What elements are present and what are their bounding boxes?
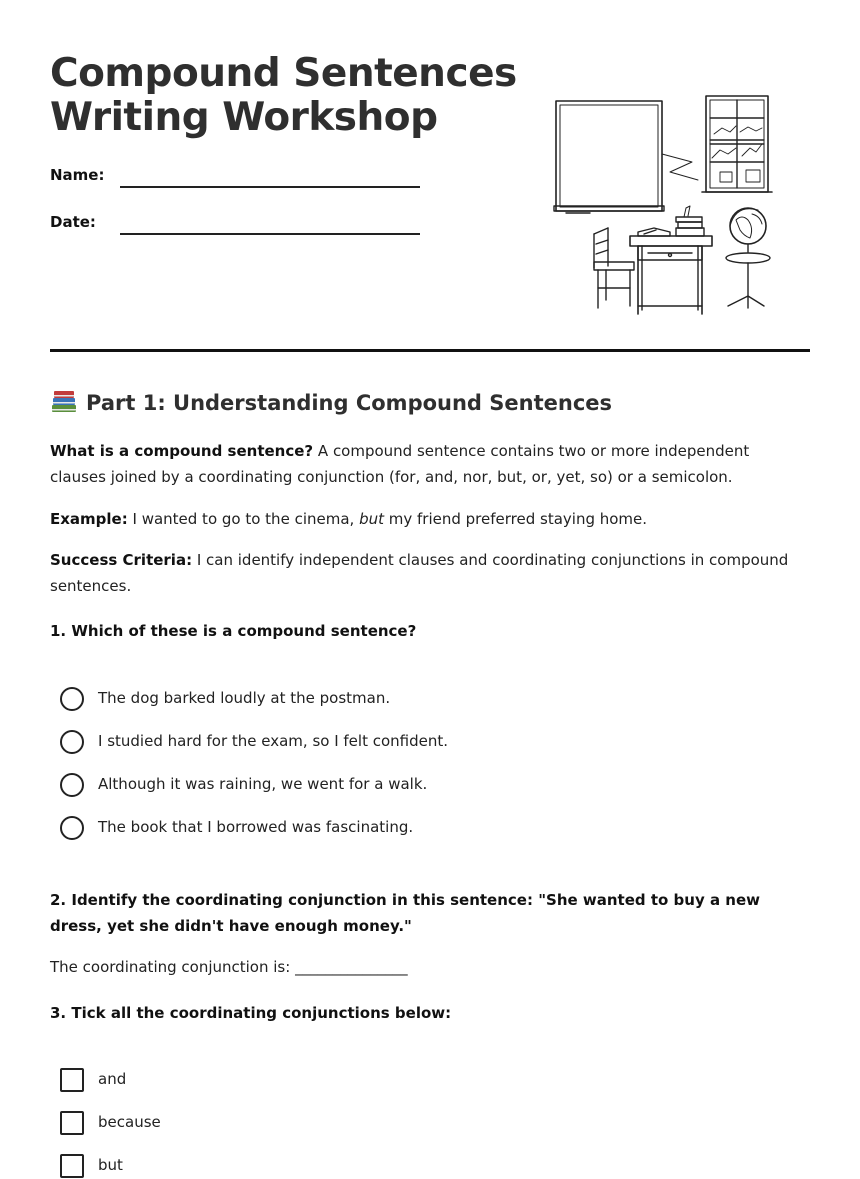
q1-option[interactable] [60, 686, 760, 712]
q1-option-label: The dog barked loudly at the postman. [98, 689, 391, 707]
q3-option-label: but [98, 1156, 123, 1174]
name-label: Name: [50, 166, 105, 184]
page-title [50, 52, 520, 140]
checkbox[interactable] [60, 1068, 84, 1092]
example-paragraph [50, 506, 810, 532]
globe-icon [726, 208, 770, 308]
classroom-illustration [552, 92, 774, 316]
q3-option[interactable] [60, 1110, 760, 1136]
date-field[interactable] [50, 213, 430, 237]
q1-option[interactable] [60, 772, 760, 798]
q1-option-label: Although it was raining, we went for a walk. [98, 775, 428, 793]
part1-heading [50, 388, 612, 418]
question-2: 2. Identify the coordinating conjunction in this sentence: "She wanted to buy a new dress, yet she didn't have enough money." [50, 891, 761, 935]
date-label: Date: [50, 213, 96, 231]
definition-text: A compound sentence contains two or more independent clauses joined by a coordinating conjunction (for, and, nor, but, or, yet, so) or a semicolon. [50, 442, 750, 486]
example-after: my friend preferred staying home. [383, 510, 648, 528]
name-field[interactable] [50, 166, 430, 190]
radio-button[interactable] [60, 730, 84, 754]
window-icon [662, 96, 772, 192]
checkbox[interactable] [60, 1111, 84, 1135]
question-1: 1. Which of these is a compound sentence? [50, 622, 417, 640]
question-3: 3. Tick all the coordinating conjunctions below: [50, 1004, 452, 1022]
radio-button[interactable] [60, 687, 84, 711]
q3-option-label: and [98, 1070, 127, 1088]
definition-label: What is a compound sentence? [50, 442, 314, 460]
criteria-label: Success Criteria: [50, 551, 193, 569]
checkbox[interactable] [60, 1154, 84, 1178]
header-divider [50, 349, 810, 352]
criteria-text: I can identify independent clauses and coordinating conjunctions in compound sentences. [50, 551, 789, 595]
name-line[interactable] [120, 186, 420, 188]
q3-option-label: because [98, 1113, 161, 1131]
q1-option[interactable] [60, 729, 760, 755]
q3-option[interactable] [60, 1067, 760, 1093]
example-label: Example: [50, 510, 128, 528]
q1-option-label: I studied hard for the exam, so I felt confident. [98, 732, 449, 750]
q1-option[interactable] [60, 815, 760, 841]
radio-button[interactable] [60, 773, 84, 797]
whiteboard-icon [554, 101, 664, 213]
title-line-1: Compound Sentences [50, 51, 517, 96]
books-icon [50, 388, 78, 414]
desk-icon [630, 206, 712, 314]
example-conjunction: but [359, 510, 384, 528]
radio-button[interactable] [60, 816, 84, 840]
example-before: I wanted to go to the cinema, [127, 510, 360, 528]
title-line-2: Writing Workshop [50, 95, 438, 140]
chair-icon [594, 228, 634, 308]
part1-heading-text: Part 1: Understanding Compound Sentences [86, 391, 613, 415]
q2-answer-prompt[interactable]: The coordinating conjunction is: _______________ [50, 958, 408, 976]
q3-option[interactable] [60, 1153, 760, 1179]
q1-option-label: The book that I borrowed was fascinating. [98, 818, 414, 836]
definition-paragraph [50, 438, 810, 490]
date-line[interactable] [120, 233, 420, 235]
criteria-paragraph [50, 547, 810, 599]
